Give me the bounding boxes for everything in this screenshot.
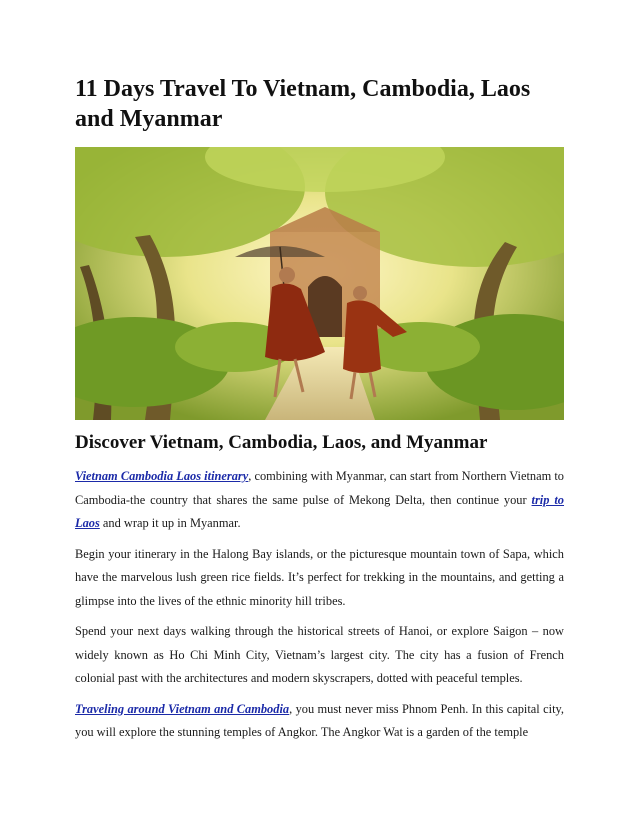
paragraph-text: , combining with Myanmar, can start from Northern Vietnam to Cambodia-the country that shares the same pulse of Mekong Delta, then continue your xyxy=(75,469,564,507)
paragraph-text: and wrap it up in Myanmar. xyxy=(99,516,241,530)
monks-photo xyxy=(75,147,564,420)
section-heading: Discover Vietnam, Cambodia, Laos, and Myanmar xyxy=(75,432,488,453)
paragraph-phnom-penh xyxy=(75,698,564,745)
article-body xyxy=(75,465,564,752)
hero-image xyxy=(75,147,564,420)
paragraph-hanoi: Spend your next days walking through the historical streets of Hanoi, or explore Saigon – now widely known as Ho Chi Minh City, Vietnam’s largest city. The city has a fusion of French colonial past with the architectures and modern skyscrapers, dotted with peaceful temples. xyxy=(75,624,564,685)
trip-to-laos-link[interactable]: trip to Laos xyxy=(75,492,565,530)
paragraph-text: , you must never miss Phnom Penh. In this capital city, you will explore the stunning temples of Angkor. The Angkor Wat is a garden of the temple xyxy=(75,701,564,739)
traveling-around-link[interactable]: Traveling around Vietnam and Cambodia xyxy=(75,701,290,716)
itinerary-link[interactable]: Vietnam Cambodia Laos itinerary xyxy=(75,469,249,483)
page-title: 11 Days Travel To Vietnam, Cambodia, Laos and Myanmar xyxy=(75,76,531,132)
paragraph-intro xyxy=(75,465,564,536)
paragraph-halong: Begin your itinerary in the Halong Bay islands, or the picturesque mountain town of Sapa, which have the marvelous lush green rice fields. It’s perfect for trekking in the mountains, and getting a glimpse into the lives of the ethnic minority hill tribes. xyxy=(75,546,564,608)
